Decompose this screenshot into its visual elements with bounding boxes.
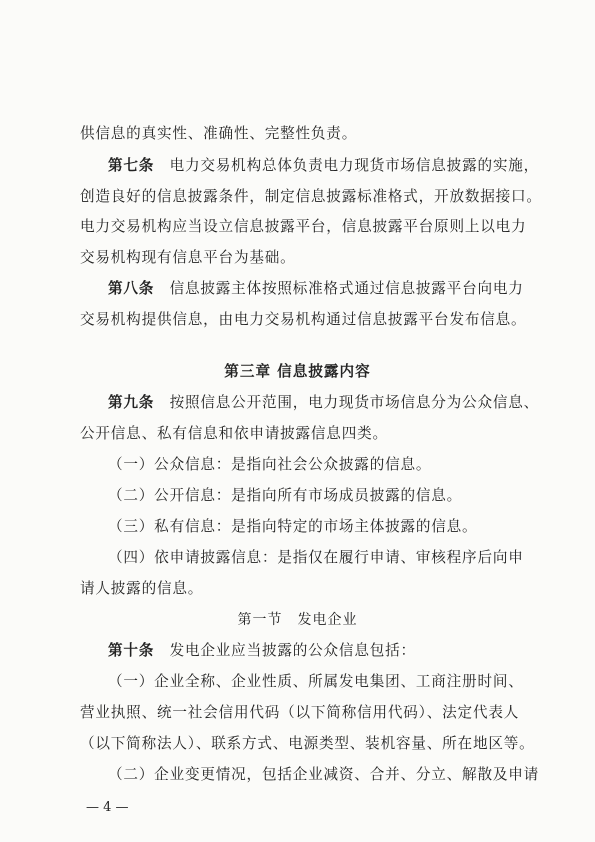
article-label: 第十条 (108, 642, 155, 659)
article-7-line (108, 156, 540, 176)
list-item: （一）公众信息：是指向社会公众披露的信息。 (108, 456, 432, 473)
page-number: — 4 — (86, 800, 129, 815)
paragraph-text: 按照信息公开范围，电力现货市场信息分为公众信息、 (169, 394, 540, 411)
paragraph-line: 请人披露的信息。 (80, 580, 204, 597)
chapter-heading: 第三章 信息披露内容 (224, 363, 371, 380)
paragraph-text: 电力交易机构总体负责电力现货市场信息披露的实施， (169, 157, 540, 174)
article-10-line (108, 641, 520, 661)
list-item: （四）依申请披露信息：是指仅在履行申请、审核程序后向申 (108, 549, 524, 566)
article-label: 第九条 (108, 394, 155, 411)
section-heading: 第一节 发电企业 (237, 612, 358, 628)
paragraph-line: 创造良好的信息披露条件，制定信息披露标准格式，开放数据接口。 (80, 188, 542, 205)
paragraph-line: （以下简称法人）、联系方式、电源类型、装机容量、所在地区等。 (80, 735, 535, 752)
list-item: （二）企业变更情况，包括企业减资、合并、分立、解散及申请 (108, 766, 540, 783)
paragraph-line: 供信息的真实性、准确性、完整性负责。 (80, 125, 358, 142)
article-label: 第七条 (108, 157, 155, 174)
paragraph-line: 电力交易机构应当设立信息披露平台，信息披露平台原则上以电力 (80, 218, 527, 235)
article-label: 第八条 (108, 280, 155, 297)
article-9-line (108, 393, 540, 413)
paragraph-text: 发电企业应当披露的公众信息包括： (169, 642, 416, 659)
paragraph-text: 信息披露主体按照标准格式通过信息披露平台向电力 (169, 280, 524, 297)
list-item: （三）私有信息：是指向特定的市场主体披露的信息。 (108, 518, 478, 535)
list-item: （一）企业全称、企业性质、所属发电集团、工商注册时间、 (108, 673, 524, 690)
paragraph-line: 交易机构现有信息平台为基础。 (80, 249, 296, 266)
paragraph-line: 公开信息、私有信息和依申请披露信息四类。 (80, 425, 388, 442)
article-8-line (108, 279, 524, 299)
list-item: （二）公开信息：是指向所有市场成员披露的信息。 (108, 487, 463, 504)
paragraph-line: 交易机构提供信息，由电力交易机构通过信息披露平台发布信息。 (80, 311, 527, 328)
paragraph-line: 营业执照、统一社会信用代码（以下简称信用代码）、法定代表人 (80, 704, 520, 721)
